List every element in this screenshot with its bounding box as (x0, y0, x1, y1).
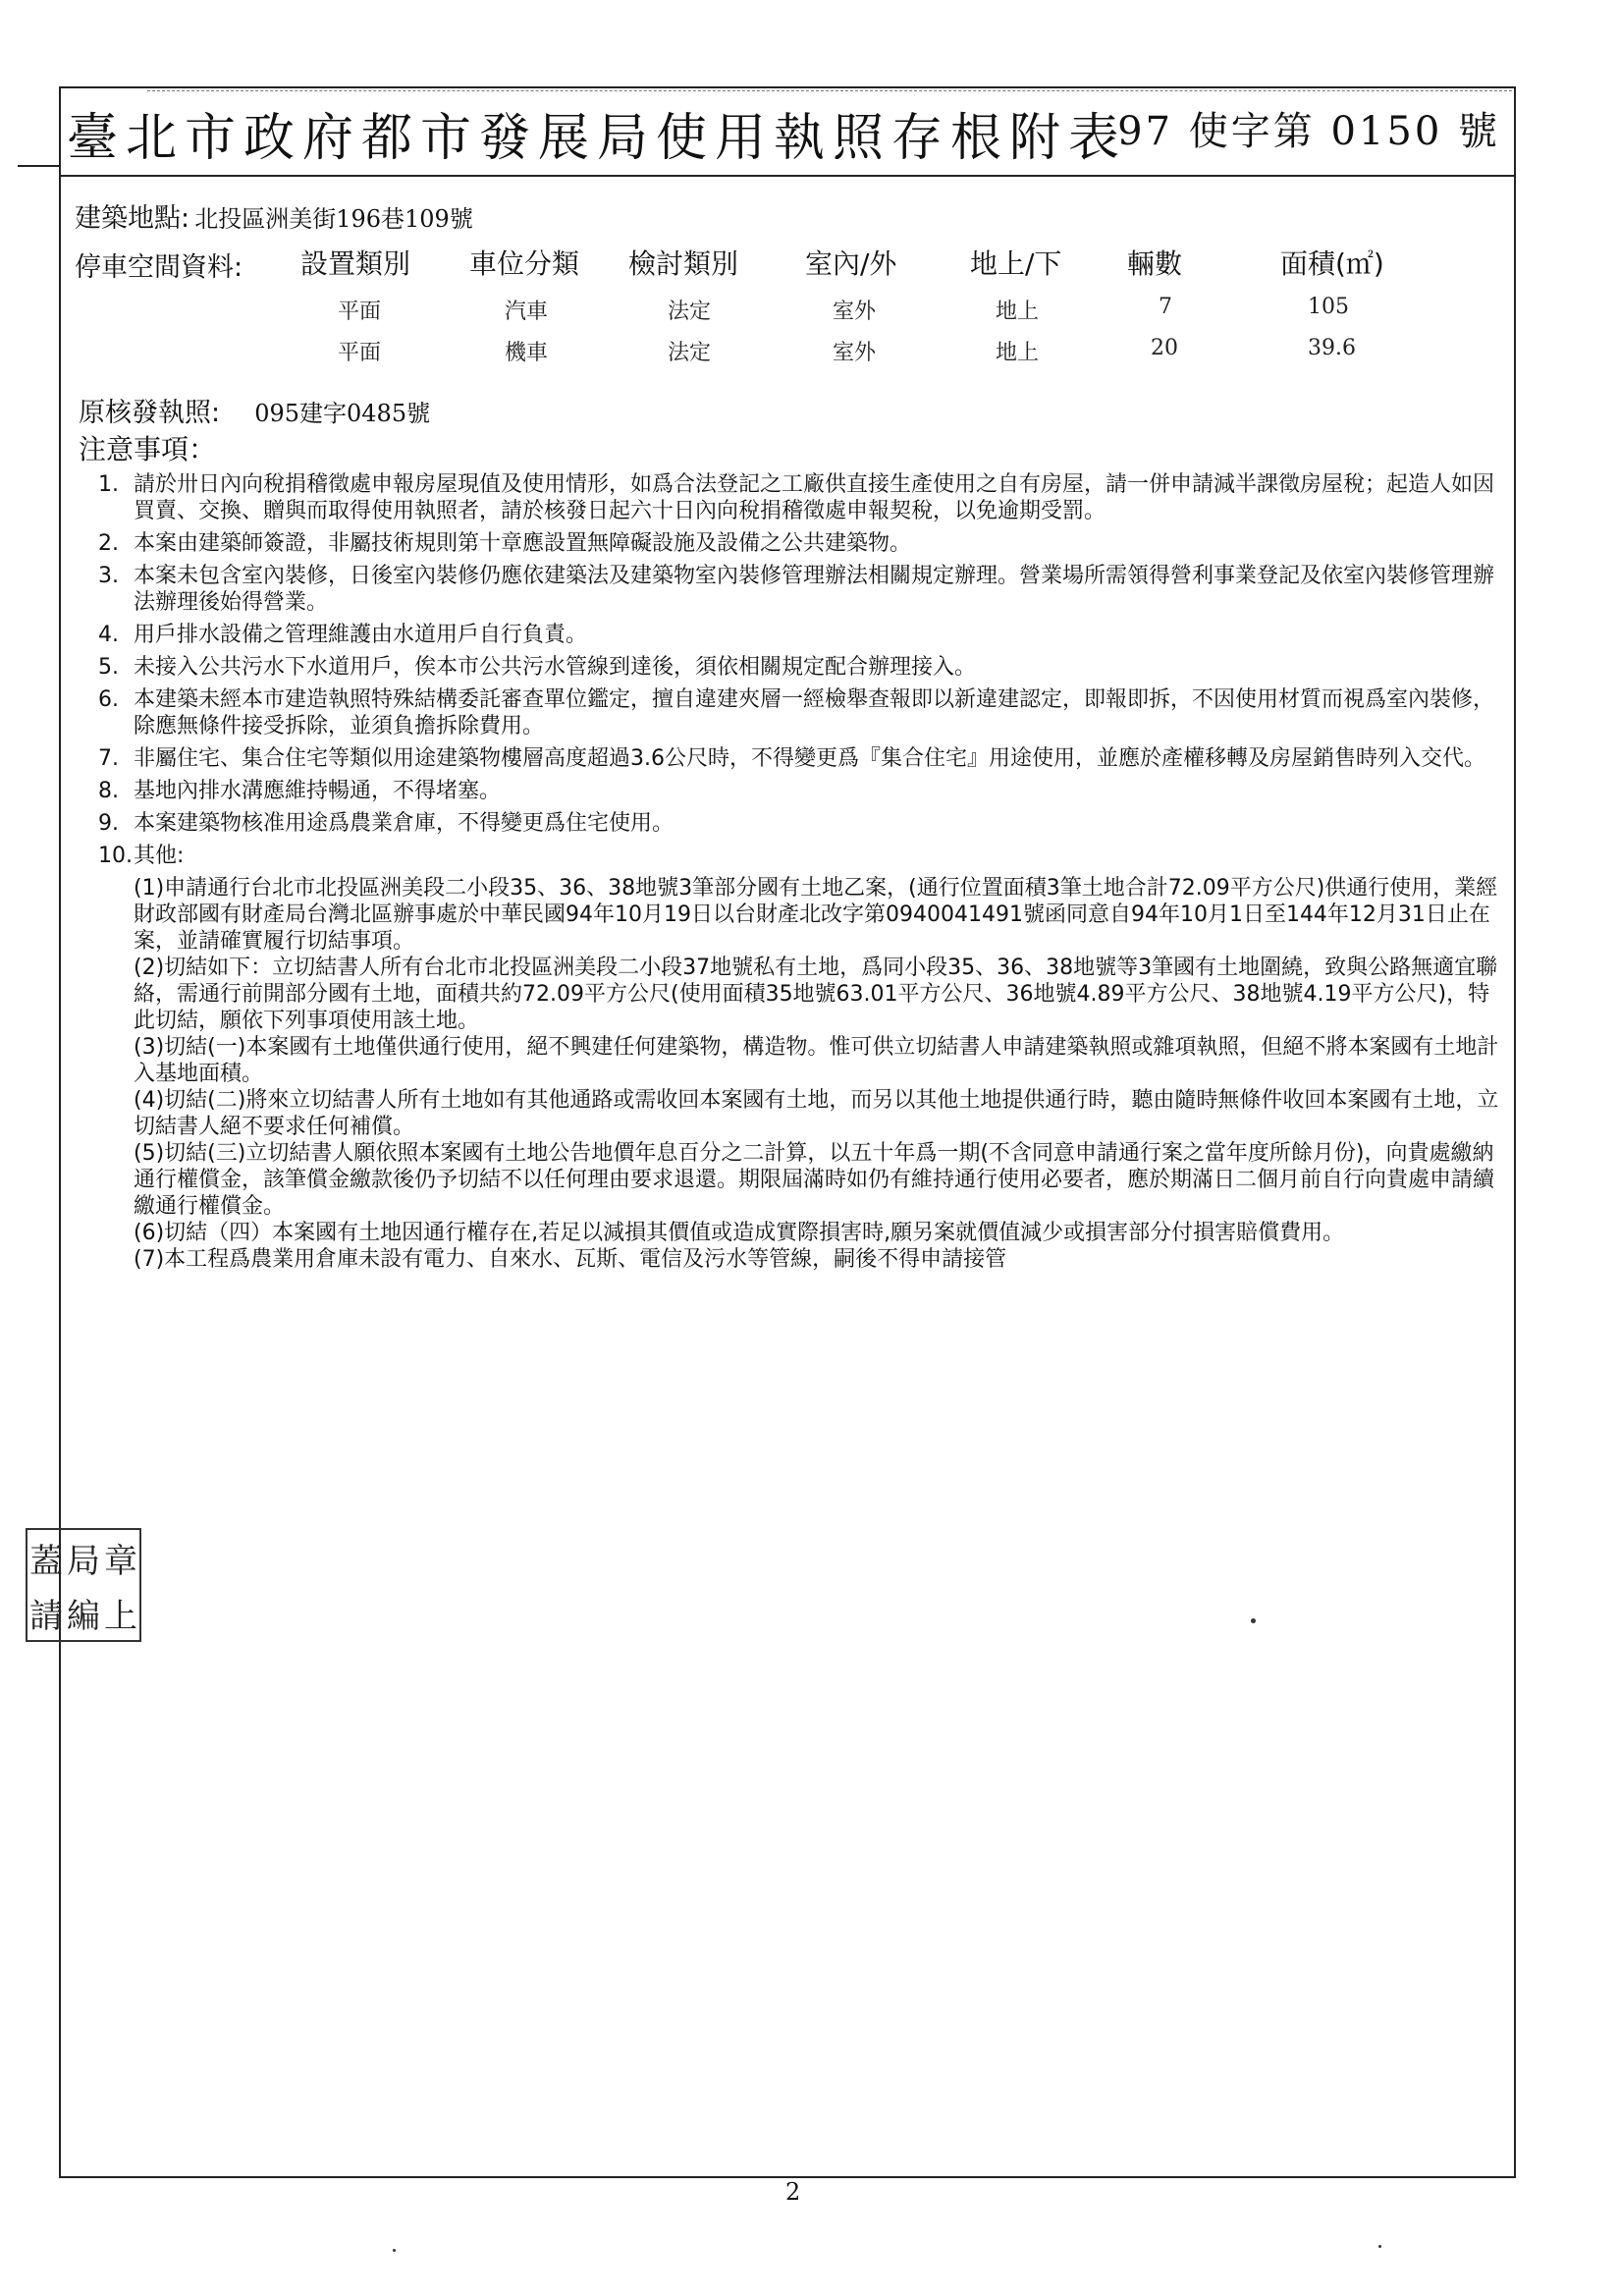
list-item (94, 654, 1508, 681)
list-item (94, 563, 1508, 616)
col-review-type: 檢討類別 (628, 247, 739, 280)
table-cell: 105 (1308, 295, 1349, 319)
seal-char: 上 (104, 1596, 137, 1636)
list-item (94, 745, 1508, 772)
other-item: (7)本工程爲農業用倉庫未設有電力、自來水、瓦斯、電信及污水等管線，嗣後不得申請接管 (134, 1247, 1007, 1272)
seal-char: 局 (67, 1541, 100, 1581)
original-permit-value: 095建字0485號 (254, 400, 431, 427)
col-area: 面積(㎡) (1280, 247, 1384, 280)
list-item (94, 471, 1508, 524)
original-permit-label: 原核發執照: (79, 398, 221, 428)
list-item (94, 810, 1508, 837)
table-cell: 7 (1159, 295, 1172, 319)
table-cell: 平面 (338, 341, 382, 365)
site-label: 建築地點: (75, 203, 190, 234)
list-item-number: 4. (98, 623, 119, 647)
list-item (94, 686, 1508, 739)
list-item-text: 非屬住宅、集合住宅等類似用途建築物樓層高度超過3.6公尺時，不得變更爲『集合住宅』用途使用，並應於產權移轉及房屋銷售時列入交代。 (134, 746, 1485, 771)
notes-list (94, 471, 1508, 1279)
list-item-number: 10. (98, 844, 133, 868)
parking-label: 停車空間資料: (75, 252, 243, 283)
original-permit-row (79, 391, 430, 429)
other-item: (1)申請通行台北市北投區洲美段二小段35、36、38地號3筆部分國有土地乙案，(通行位置面積3筆土地合計72.09平方公尺)供通行使用，業經財政部國有財產局台灣北區辦事處於中華民國94年10月19日以台財產北改字第0940041491號函同意自94年10月1日至144年12月31日止在案，並請確實履行切結事項。 (134, 876, 1498, 954)
list-item-text: 本建築未經本市建造執照特殊結構委託審查單位鑑定，擅自違建夾層一經檢舉查報即以新違建認定，即報即拆，不因使用材質而視爲室內裝修，除應無條件接受拆除，並須負擔拆除費用。 (134, 687, 1495, 738)
list-item-number: 8. (98, 779, 119, 803)
scan-speck (1378, 2245, 1381, 2248)
notes-heading: 注意事項： (79, 433, 217, 465)
seal-char: 請 (29, 1596, 63, 1636)
list-item-number: 2. (98, 531, 119, 556)
list-item-number: 1. (98, 472, 119, 497)
list-item (94, 622, 1508, 648)
list-item-text: 本案由建築師簽證，非屬技術規則第十章應設置無障礙設施及設備之公共建築物。 (134, 531, 912, 556)
other-item: (4)切結(二)將來立切結書人所有土地如有其他通路或需收回本案國有土地，而另以其他土地提供通行時，聽由隨時無條件收回本案國有土地，立切結書人絕不要求任何補償。 (134, 1088, 1499, 1139)
official-seal-stamp (26, 1528, 141, 1642)
list-item-number: 6. (98, 687, 119, 712)
list-item-number: 7. (98, 746, 119, 771)
seal-char: 編 (67, 1596, 100, 1636)
list-item-text: 用戶排水設備之管理維護由水道用戶自行負責。 (134, 623, 588, 647)
list-item-number: 3. (98, 564, 119, 588)
list-item (94, 778, 1508, 804)
site-address-row (75, 196, 473, 235)
col-setup-type: 設置類別 (300, 247, 411, 280)
list-item (94, 843, 1508, 1273)
col-above-below: 地上/下 (970, 247, 1062, 280)
binding-mark (18, 165, 61, 167)
scan-speck (1251, 1618, 1256, 1623)
other-item: (3)切結(一)本案國有土地僅供通行使用，絕不興建任何建築物，構造物。惟可供立切結書人申請建築執照或雜項執照，但絕不將本案國有土地計入基地面積。 (134, 1035, 1499, 1086)
table-cell: 法定 (668, 341, 712, 365)
other-item: (5)切結(三)立切結書人願依照本案國有土地公告地價年息百分之二計算，以五十年爲一期(不含同意申請通行案之當年度所餘月份)，向貴處繳納通行權償金，該筆償金繳款後仍予切結不以任何理由要求退還。期限屆滿時如仍有維持通行使用必要者，應於期滿日二個月前自行向貴處申請續繳通行權償金。 (134, 1141, 1495, 1219)
site-value: 北投區洲美街196巷109號 (194, 205, 473, 233)
table-cell: 機車 (505, 341, 549, 365)
other-item: (6)切結（四）本案國有土地因通行權存在,若足以減損其價值或造成實際損害時,願另案就價值減少或損害部分付損害賠償費用。 (134, 1221, 1345, 1245)
list-item-text: 請於卅日內向稅捐稽徵處申報房屋現值及使用情形，如爲合法登記之工廠供直接生產使用之自有房屋，請一併申請減半課徵房屋稅；起造人如因買賣、交換、贈與而取得使用執照者，請於核發日起六十日內向稅捐稽徵處申報契稅，以免逾期受罰。 (134, 472, 1495, 523)
col-space-type: 車位分類 (469, 247, 580, 280)
document-number: 97 使字第 0150 號 (1117, 109, 1500, 154)
table-cell: 室外 (833, 341, 877, 365)
list-item-number: 5. (98, 655, 119, 680)
table-cell: 法定 (668, 300, 712, 324)
table-cell: 室外 (833, 300, 877, 324)
top-dashed-rule (147, 90, 1512, 91)
list-item-text: 其他: (134, 844, 185, 868)
table-cell: 地上 (996, 341, 1040, 365)
list-item-text: 基地內排水溝應維持暢通，不得堵塞。 (134, 779, 502, 803)
page-number: 2 (785, 2178, 801, 2206)
list-item-number: 9. (98, 811, 119, 836)
list-item-text: 未接入公共污水下水道用戶，俟本市公共污水管線到達後，須依相關規定配合辦理接入。 (134, 655, 977, 680)
seal-char: 蓋 (29, 1541, 63, 1581)
table-cell: 平面 (338, 300, 382, 324)
scan-speck (393, 2249, 396, 2252)
table-cell: 39.6 (1308, 336, 1356, 360)
other-items (94, 875, 1508, 1273)
col-count: 輛數 (1127, 247, 1183, 280)
title-underline (59, 175, 1516, 177)
table-cell: 汽車 (505, 300, 549, 324)
list-item-text: 本案建築物核准用途爲農業倉庫，不得變更爲住宅使用。 (134, 811, 674, 836)
list-item (94, 530, 1508, 557)
table-cell: 地上 (996, 300, 1040, 324)
document-title: 臺北市政府都市發展局使用執照存根附表 (67, 109, 1128, 168)
table-cell: 20 (1151, 336, 1178, 360)
seal-char: 章 (104, 1541, 137, 1581)
col-indoor-outdoor: 室內/外 (805, 247, 897, 280)
other-item: (2)切結如下：立切結書人所有台北市北投區洲美段二小段37地號私有土地，爲同小段35、36、38地號等3筆國有土地圍繞，致與公路無適宜聯絡，需通行前開部分國有土地，面積共約72.09平方公尺(使用面積35地號63.01平方公尺、36地號4.89平方公尺、38地號4.19平方公尺)，特此切結，願依下列事項使用該土地。 (134, 956, 1498, 1033)
list-item-text: 本案未包含室內裝修，日後室內裝修仍應依建築法及建築物室內裝修管理辦法相關規定辦理。營業場所需領得營利事業登記及依室內裝修管理辦法辦理後始得營業。 (134, 564, 1495, 615)
